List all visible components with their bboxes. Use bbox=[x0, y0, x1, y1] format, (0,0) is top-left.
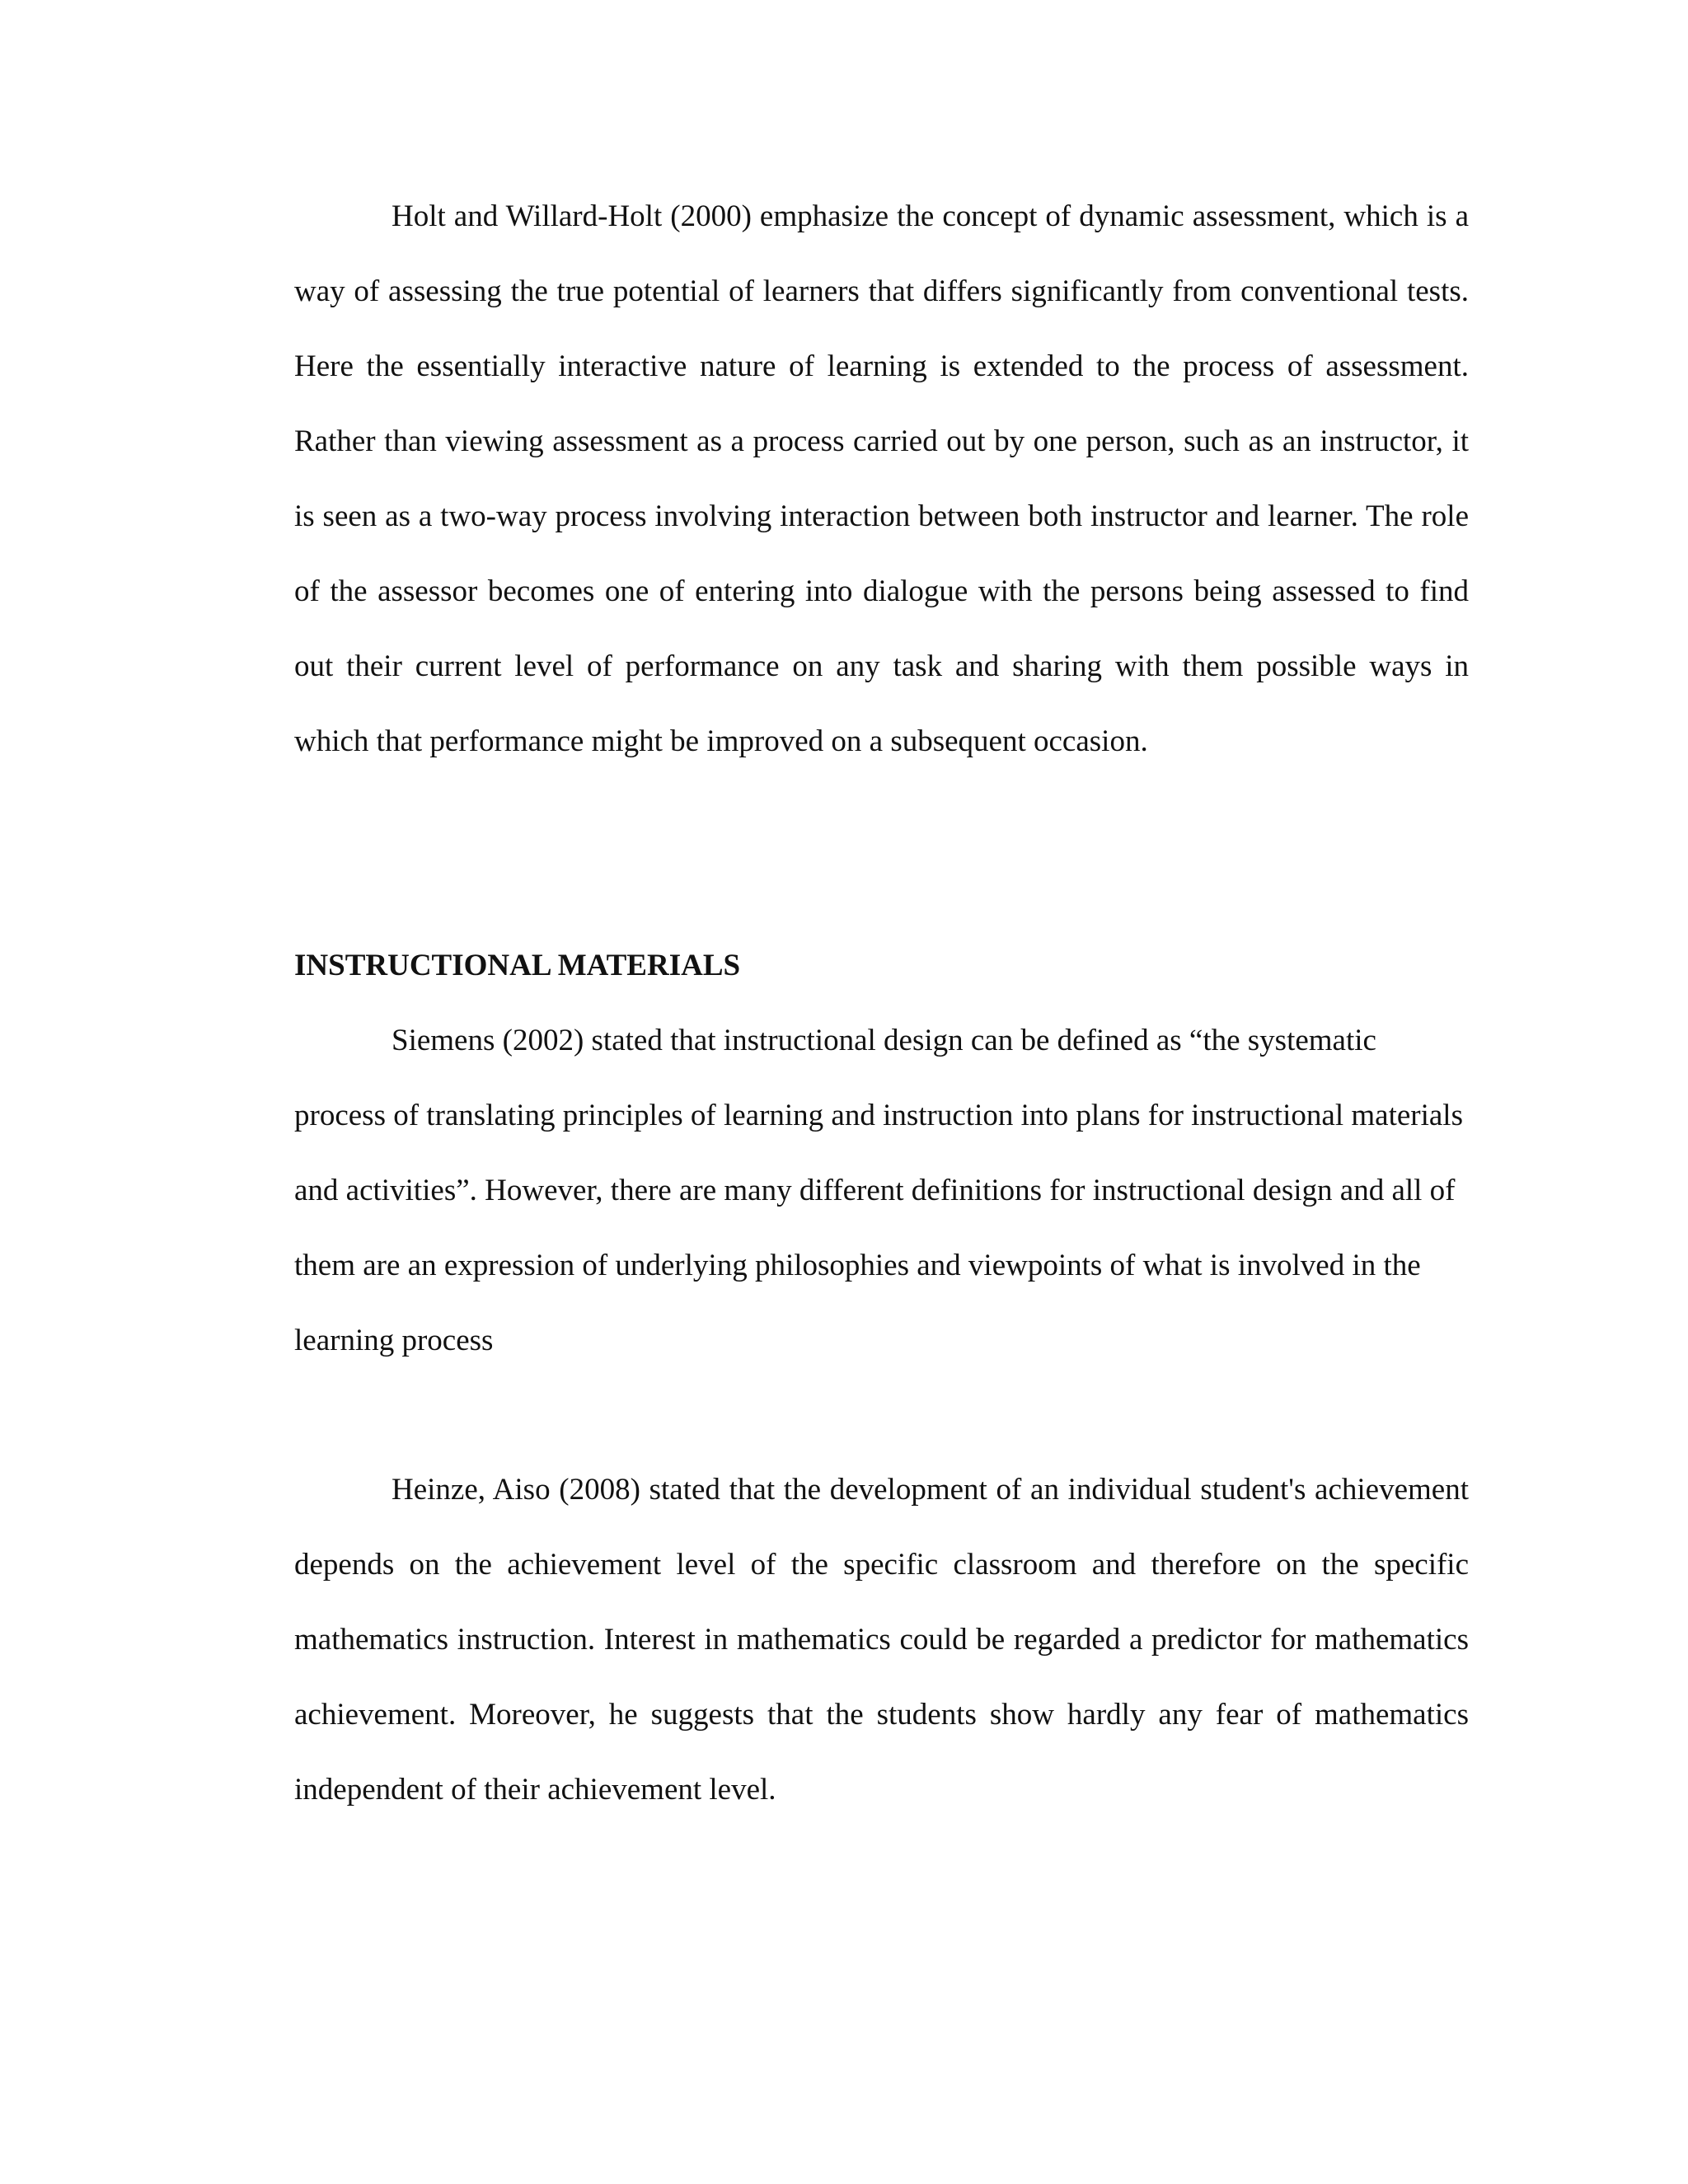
paragraph-text: Siemens (2002) stated that instructional design can be defined as “the systematic process of translating principles of learning and instruction into plans for instructional materials and activities”. However, there are many different definitions for instructional design and all of them are an expression of underlying philosophies and viewpoints of what is involved in the learning process bbox=[294, 1024, 1463, 1357]
paragraph-dynamic-assessment bbox=[294, 179, 1469, 779]
paragraph-text: Heinze, Aiso (2008) stated that the development of an individual student's achievement depends on the achievement level of the specific classroom and therefore on the specific mathematics instruction. Interest in mathematics could be regarded a predictor for mathematics achievement. Moreover, he suggests that the students show hardly any fear of mathematics independent of their achievement level. bbox=[294, 1473, 1469, 1807]
paragraph-siemens bbox=[294, 1003, 1469, 1378]
paragraph-heinze bbox=[294, 1452, 1469, 1827]
section-heading-block bbox=[294, 928, 1469, 1003]
paragraph-text: Holt and Willard-Holt (2000) emphasize the concept of dynamic assessment, which is a way of assessing the true potential of learners that differs significantly from conventional tests. Here the essentially interactive nature of learning is extended to the process of assessment. Rather than viewing assessment as a process carried out by one person, such as an instructor, it is seen as a two-way process involving interaction between both instructor and learner. The role of the assessor becomes one of entering into dialogue with the persons being assessed to find out their current level of performance on any task and sharing with them possible ways in which that performance might be improved on a subsequent occasion. bbox=[294, 199, 1469, 758]
section-heading: INSTRUCTIONAL MATERIALS bbox=[294, 949, 741, 982]
